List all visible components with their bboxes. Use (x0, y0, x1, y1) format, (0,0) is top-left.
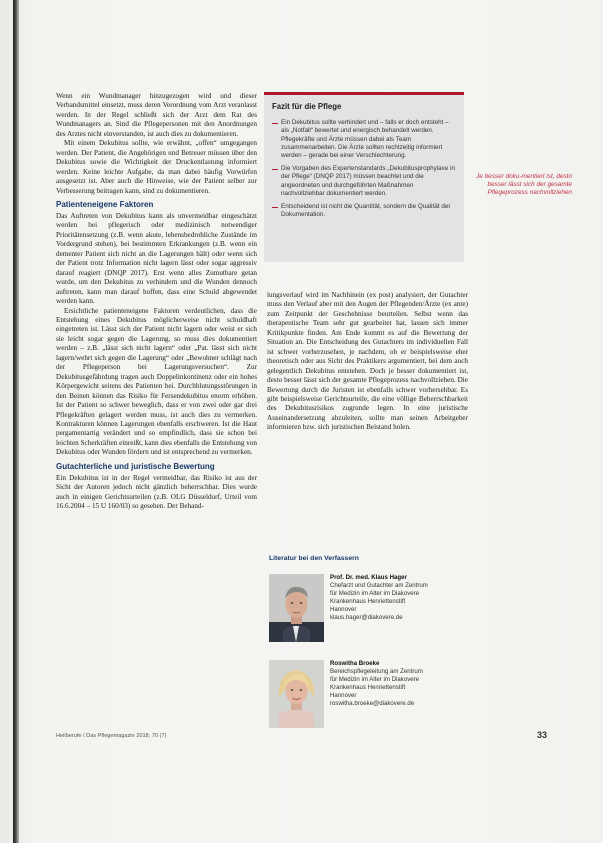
summary-item: Die Vorgaben des Expertenstandards „Dekubitusprophylaxe in der Pflege“ (DNQP 2017) müssen beachtet und die angeordneten und durchgeführten Maßnahmen nachvollziehbar dokumentiert werden. (272, 165, 456, 198)
left-column (56, 92, 257, 512)
author-line: Chefarzt und Gutachter am Zentrum (330, 582, 428, 590)
author-line: Hannover (330, 692, 357, 700)
author-line: Krankenhaus Henriettenstift (330, 598, 406, 606)
author-photo (269, 660, 324, 728)
body-paragraph: lungsverlauf wird im Nachhinein (ex post) analysiert, der Gutachter muss den Verlauf aber mit den Augen der Pflegenden/Ärzte (ex ante) zum Zeitpunkt der Geschehnisse beurteilen. Selbst wenn das therapeutische Team sehr gut gearbeitet hat, lassen sich immer Kritikpunkte finden. Am Ende kommt es auf die Bewertung der Situation an. Die Entscheidung des Gutachters im individuellen Fall ist schwer vorherzusehen, je nachdem, ob er beispielsweise eher theoretisch oder aus Sicht des Praktikers argumentiert, bei dem auch gelegentlich Dekubitus entstehen. Doch je besser dokumentiert ist, desto besser lässt sich der gesamte Pflegeprozess nachvollziehen. Die Bewertung durch die Juristen ist ebenfalls schwer vorhersehbar. Es gibt beispielsweise Gerichtsurteile, die eine völlige Beherrschbarkeit des Dekubitusrisikos zugrunde legen. In eine juristische Auseinandersetzung abzuleiten, sollte man seinen Arbeitgeber informieren bzw. sich juristischen Beistand holen. (267, 291, 468, 432)
journal-footer: Heilberufe / Das Pflegemagazin 2018; 70 (7) (56, 733, 167, 739)
body-paragraph: Ein Dekubitus ist in der Regel vermeidbar, das Risiko ist aus der Sicht der Autoren jedoch nicht gänzlich beherrschbar. Dies wurde auch in einigen Gerichtsurteilen (z.B. OLG Düsseldorf, Urteil vom 16.6.2004 – 15 U 160/03) so gesehen. Der Behand- (56, 473, 257, 511)
intro-paragraph: Mit einem Dekubitus sollte, wie erwähnt, „offen“ umgegangen werden. Der Patient, die Angehörigen und Betreuer müssen über den Dekubitus sowie die Wichtigkeit der Druckentlastung informiert werden. Keine leichte Aufgabe, da man dabei häufig Vorwürfen ausgesetzt ist. Aber auch die Hinweise, wie der Patient selber zur Verbesserung beitragen kann, sind zu dokumentieren. (56, 139, 257, 195)
section-heading: Patienteneigene Faktoren (56, 199, 154, 209)
author-name: Prof. Dr. med. Klaus Hager (330, 574, 407, 581)
author-info (330, 660, 480, 709)
author-line: für Medizin im Alter im Diakovere (330, 676, 420, 684)
binding-spine (13, 0, 19, 843)
author-line: Bereichspflegeleitung am Zentrum (330, 668, 423, 676)
summary-item: Ein Dekubitus sollte verhindert und – falls er doch entsteht – als „Notfall“ bewertet und energisch behandelt werden. Pflegekräfte und Ärzte müssen dabei als Team zusammenarbeiten. Die Ärzte sollten rechtzeitig informiert werden – gerade bei einer Verschlechterung. (272, 119, 456, 160)
author-info (330, 574, 480, 623)
page-number: 33 (537, 730, 548, 740)
author-line: Krankenhaus Henriettenstift (330, 684, 406, 692)
body-paragraph: Das Auftreten von Dekubitus kann als unvermeidbar eingeschätzt werden bei pflegerisch oder medizinisch notwendiger Prioritätensetzung (z.B. wenn akute, lebensbedrohliche Zustände im Vordergrund stehen), bei bestimmten Erkrankungen (z.B. wenn ein dementer Patient sich nicht an die Lagerungen hält) oder wenn sich der Patient trotz Information nicht lagern lässt oder sogar aggressiv darauf reagiert (DNQP 2017). Erst wenn alles Zumutbare getan wurde, um den Dekubitus zu verhindern und die Wunden dennoch auftreten, kann man darauf hoffen, dass eine Schuld abgewendet werden kann. (56, 211, 257, 306)
summary-box-title: Fazit für die Pflege (272, 102, 342, 111)
author-email: klaus.hager@diakovere.de (330, 614, 403, 622)
summary-box (264, 92, 464, 262)
intro-paragraph: Wenn ein Wundmanager hinzugezogen wird und dieser Verbandsmittel einsetzt, muss deren Verordnung vom Arzt veranlasst werden. In der Regel schließt sich der Arzt dem Rat des Wundmanagers an. Sind die Pflegepersonen mit den Anordnungen des Arztes nicht einverstanden, ist auch dies zu dokumentieren. (56, 92, 257, 138)
summary-item: Entscheidend ist nicht die Quantität, sondern die Qualität der Dokumentation. (272, 203, 456, 219)
body-paragraph: Ersichtliche patienteneigene Faktoren verdeutlichen, dass die Entstehung eines Dekubitus möglicherweise nicht schuldhaft eingetreten ist. Lässt sich der Patient nicht lagern oder weist er sich sie leicht sogar gegen die Lagerung, so muss dies dokumentiert werden – z.B. „lässt sich nicht lagern“ oder „Pat. lässt sich nicht lagern/wehrt sich gegen die Lagerung“ oder „Bewohner schlägt nach der Pflegeperson bei Lagerungsversuchen“. Zur Dekubitusgefährdung tragen auch Doppelinkontinenz oder ein hohes Körpergewicht seitens des Patienten bei. Durchblutungsstörungen in den Beinen können das Risiko für Fersendekubitus enorm erhöhen. Ist der Patient so schwer beweglich, dass er von zwei oder gar drei Pflegekräften gelagert werden muss, ist auch dies zu vermerken. Kontrakturen können Lagerungen ebenfalls erschweren. Ist die Haut pergamentartig verändert und so empfindlich, dass sie schon bei leichten Scherkräften einreißt, kann dies ebenfalls die Entstehung von Dekubitus oder Wunden fördern und ist entsprechend zu vermerken. (56, 306, 257, 457)
author-name: Roswitha Broeke (330, 660, 380, 667)
author-card (269, 574, 479, 644)
author-email: roswitha.broeke@diakovere.de (330, 700, 415, 708)
right-column (267, 291, 468, 433)
author-line: Hannover (330, 606, 357, 614)
literature-note: Literatur bei den Verfassern (269, 555, 359, 562)
pull-quote: Je besser doku-mentiert ist, desto besser lässt sich der gesamte Pflegeprozess nachvollziehen (476, 173, 572, 197)
author-card (269, 660, 479, 730)
section-heading: Gutachterliche und juristische Bewertung (56, 461, 215, 471)
summary-list (272, 119, 456, 219)
author-photo (269, 574, 324, 642)
author-line: für Medizin im Alter im Diakovere (330, 590, 420, 598)
